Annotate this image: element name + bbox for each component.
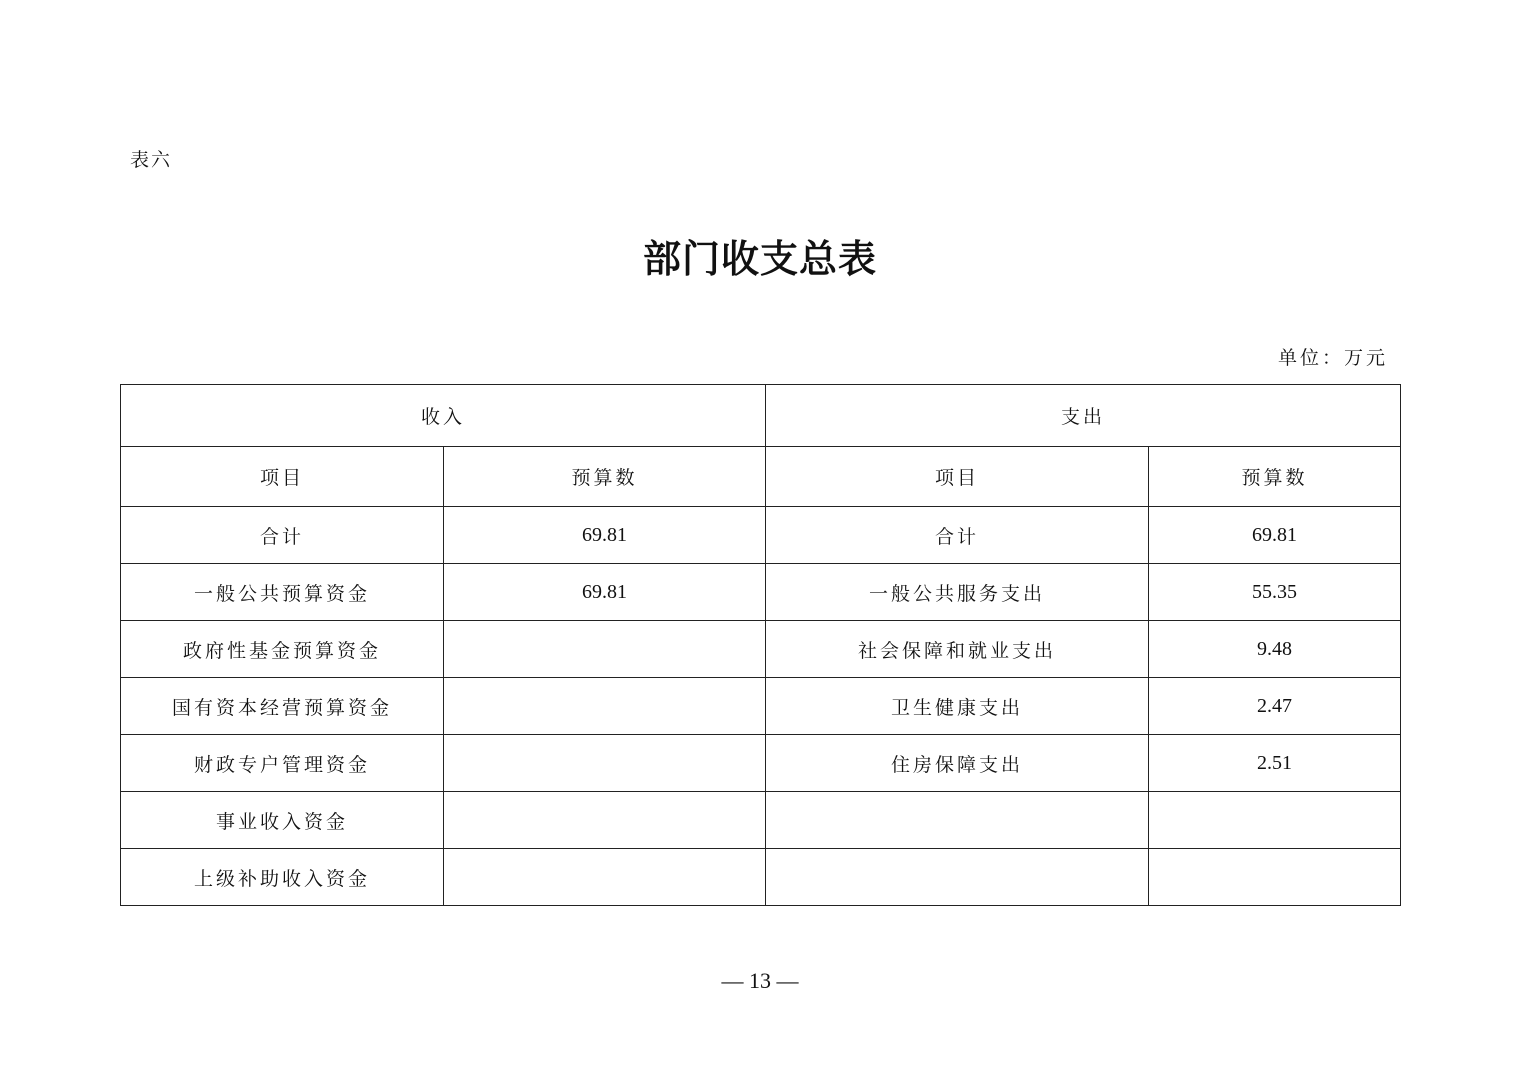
unit-label: 单位：万元 <box>1277 347 1388 369</box>
table-number-label: 表六 <box>130 149 173 171</box>
budget-table <box>120 384 1401 906</box>
income-item-cell: 合计 <box>121 507 444 564</box>
income-item-cell: 国有资本经营预算资金 <box>121 678 444 735</box>
expense-item-header: 项目 <box>766 447 1149 507</box>
budget-table-body <box>121 385 1401 906</box>
income-item-cell: 财政专户管理资金 <box>121 735 444 792</box>
table-row <box>121 564 1401 621</box>
expense-amount-cell: 69.81 <box>1149 507 1401 564</box>
income-amount-header: 预算数 <box>444 447 766 507</box>
income-amount-cell <box>444 849 766 906</box>
income-item-cell: 事业收入资金 <box>121 792 444 849</box>
income-amount-cell <box>444 735 766 792</box>
expense-item-cell: 住房保障支出 <box>766 735 1149 792</box>
column-header-row <box>121 447 1401 507</box>
table-row <box>121 507 1401 564</box>
table-row <box>121 792 1401 849</box>
expense-item-cell: 社会保障和就业支出 <box>766 621 1149 678</box>
expense-group-header: 支出 <box>766 385 1401 447</box>
income-amount-cell: 69.81 <box>444 564 766 621</box>
expense-item-cell: 卫生健康支出 <box>766 678 1149 735</box>
expense-item-cell: 一般公共服务支出 <box>766 564 1149 621</box>
table-row <box>121 849 1401 906</box>
group-header-row <box>121 385 1401 447</box>
expense-item-cell: 合计 <box>766 507 1149 564</box>
income-item-cell: 一般公共预算资金 <box>121 564 444 621</box>
income-item-cell: 政府性基金预算资金 <box>121 621 444 678</box>
income-amount-cell <box>444 792 766 849</box>
income-item-cell: 上级补助收入资金 <box>121 849 444 906</box>
expense-item-cell <box>766 792 1149 849</box>
expense-amount-cell <box>1149 849 1401 906</box>
income-item-header: 项目 <box>121 447 444 507</box>
expense-amount-cell <box>1149 792 1401 849</box>
page-title: 部门收支总表 <box>642 237 877 281</box>
page-number: — 13 — <box>721 968 799 993</box>
income-amount-cell <box>444 621 766 678</box>
table-row <box>121 678 1401 735</box>
expense-amount-cell: 9.48 <box>1149 621 1401 678</box>
expense-amount-cell: 2.47 <box>1149 678 1401 735</box>
income-amount-cell: 69.81 <box>444 507 766 564</box>
expense-item-cell <box>766 849 1149 906</box>
expense-amount-cell: 2.51 <box>1149 735 1401 792</box>
table-row <box>121 621 1401 678</box>
income-group-header: 收入 <box>121 385 766 447</box>
income-amount-cell <box>444 678 766 735</box>
table-row <box>121 735 1401 792</box>
expense-amount-cell: 55.35 <box>1149 564 1401 621</box>
expense-amount-header: 预算数 <box>1149 447 1401 507</box>
